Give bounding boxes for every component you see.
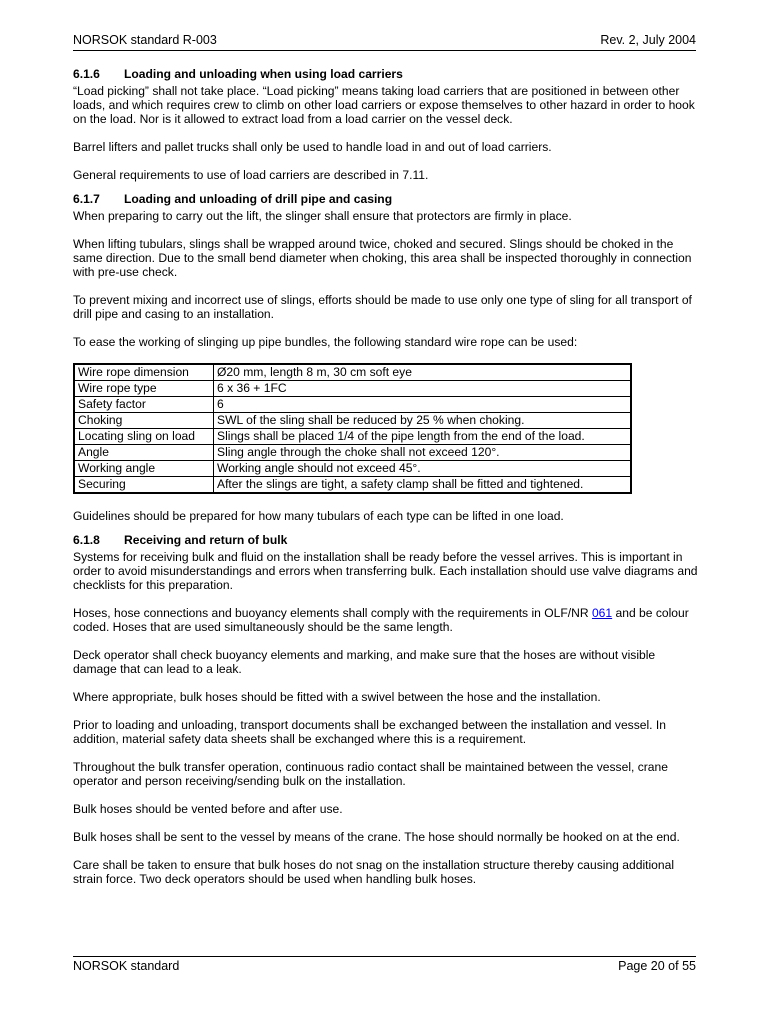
section-heading-6-1-8 bbox=[73, 533, 698, 547]
paragraph: Bulk hoses should be vented before and after use. bbox=[73, 802, 343, 816]
table-row bbox=[74, 364, 631, 381]
paragraph: Throughout the bulk transfer operation, continuous radio contact shall be maintained between the vessel, crane operator and person receiving/sending bulk on the installation. bbox=[73, 760, 668, 788]
paragraph: Deck operator shall check buoyancy elements and marking, and make sure that the hoses are without visible damage that can lead to a leak. bbox=[73, 648, 656, 676]
section-number: 6.1.6 bbox=[73, 67, 100, 81]
paragraph: “Load picking” shall not take place. “Load picking” means taking load carriers that are positioned in between other loads, and which requires crew to climb on other load carriers or expose themselves to other hazard in order to hook on the load. Nor is it allowed to extract load from a load carrier on the vessel deck. bbox=[73, 84, 695, 126]
table-cell-value: Ø20 mm, length 8 m, 30 cm soft eye bbox=[214, 364, 632, 381]
section-title: Loading and unloading when using load carriers bbox=[124, 67, 403, 81]
paragraph: Barrel lifters and pallet trucks shall only be used to handle load in and out of load carriers. bbox=[73, 140, 552, 154]
wire-rope-spec-table bbox=[73, 363, 632, 494]
table-row bbox=[74, 461, 631, 477]
paragraph: Guidelines should be prepared for how many tubulars of each type can be lifted in one load. bbox=[73, 509, 564, 523]
table-cell-key: Locating sling on load bbox=[74, 429, 214, 445]
table-row bbox=[74, 381, 631, 397]
paragraph: Care shall be taken to ensure that bulk hoses do not snag on the installation structure thereby causing additional strain force. Two deck operators should be used when handling bulk hoses. bbox=[73, 858, 675, 886]
paragraph-text: Hoses, hose connections and buoyancy elements shall comply with the requirements in OLF/NR bbox=[73, 606, 592, 620]
table-cell-value: After the slings are tight, a safety clamp shall be fitted and tightened. bbox=[214, 477, 632, 494]
paragraph: To ease the working of slinging up pipe bundles, the following standard wire rope can be used: bbox=[73, 335, 578, 349]
table-cell-value: 6 bbox=[214, 397, 632, 413]
paragraph: Prior to loading and unloading, transport documents shall be exchanged between the installation and vessel. In addition, material safety data sheets shall be exchanged where this is a requirement. bbox=[73, 718, 666, 746]
paragraph: To prevent mixing and incorrect use of slings, efforts should be made to use only one type of sling for all transport of drill pipe and casing to an installation. bbox=[73, 293, 692, 321]
table-cell-value: Working angle should not exceed 45°. bbox=[214, 461, 632, 477]
paragraph: When lifting tubulars, slings shall be wrapped around twice, choked and secured. Slings should be choked in the same direction. Due to the small bend diameter when choking, this area shall be inspected thoroughly in connection with pre-use check. bbox=[73, 237, 692, 279]
header-standard-name: NORSOK standard R-003 bbox=[73, 33, 217, 47]
table-cell-key: Angle bbox=[74, 445, 214, 461]
table-cell-value: Slings shall be placed 1/4 of the pipe length from the end of the load. bbox=[214, 429, 632, 445]
header-revision: Rev. 2, July 2004 bbox=[600, 33, 696, 47]
table-cell-key: Working angle bbox=[74, 461, 214, 477]
table-cell-key: Wire rope type bbox=[74, 381, 214, 397]
paragraph: Bulk hoses shall be sent to the vessel by means of the crane. The hose should normally be hooked on at the end. bbox=[73, 830, 680, 844]
table-cell-value: Sling angle through the choke shall not exceed 120°. bbox=[214, 445, 632, 461]
page-content bbox=[73, 67, 698, 900]
paragraph-text: and be colour coded. Hoses that are used simultaneously should be the same length. bbox=[73, 606, 689, 634]
table-cell-key: Wire rope dimension bbox=[74, 364, 214, 381]
olf-nr-061-link[interactable]: 061 bbox=[591, 606, 613, 620]
paragraph: General requirements to use of load carriers are described in 7.11. bbox=[73, 168, 429, 182]
page-footer bbox=[73, 956, 696, 973]
table-row bbox=[74, 477, 631, 494]
table-cell-key: Choking bbox=[74, 413, 214, 429]
table-row bbox=[74, 397, 631, 413]
section-heading-6-1-6 bbox=[73, 67, 698, 81]
table-row bbox=[74, 429, 631, 445]
page-header bbox=[73, 33, 696, 51]
table-cell-value: 6 x 36 + 1FC bbox=[214, 381, 632, 397]
table-cell-key: Safety factor bbox=[74, 397, 214, 413]
paragraph-with-reference bbox=[73, 606, 698, 634]
paragraph: When preparing to carry out the lift, the slinger shall ensure that protectors are firmly in place. bbox=[73, 209, 572, 223]
section-number: 6.1.7 bbox=[73, 192, 100, 206]
table-row bbox=[74, 445, 631, 461]
paragraph: Where appropriate, bulk hoses should be fitted with a swivel between the hose and the installation. bbox=[73, 690, 601, 704]
paragraph: Systems for receiving bulk and fluid on the installation shall be ready before the vessel arrives. This is important in order to avoid misunderstandings and errors when transferring bulk. Each installation should use valve diagrams and checklists for this preparation. bbox=[73, 550, 698, 592]
footer-standard-name: NORSOK standard bbox=[73, 959, 180, 973]
section-title: Loading and unloading of drill pipe and casing bbox=[124, 192, 393, 206]
table-cell-value: SWL of the sling shall be reduced by 25 % when choking. bbox=[214, 413, 632, 429]
section-heading-6-1-7 bbox=[73, 192, 698, 206]
table-cell-key: Securing bbox=[74, 477, 214, 494]
section-number: 6.1.8 bbox=[73, 533, 100, 547]
page-number: Page 20 of 55 bbox=[618, 959, 696, 973]
table-row bbox=[74, 413, 631, 429]
section-title: Receiving and return of bulk bbox=[124, 533, 288, 547]
